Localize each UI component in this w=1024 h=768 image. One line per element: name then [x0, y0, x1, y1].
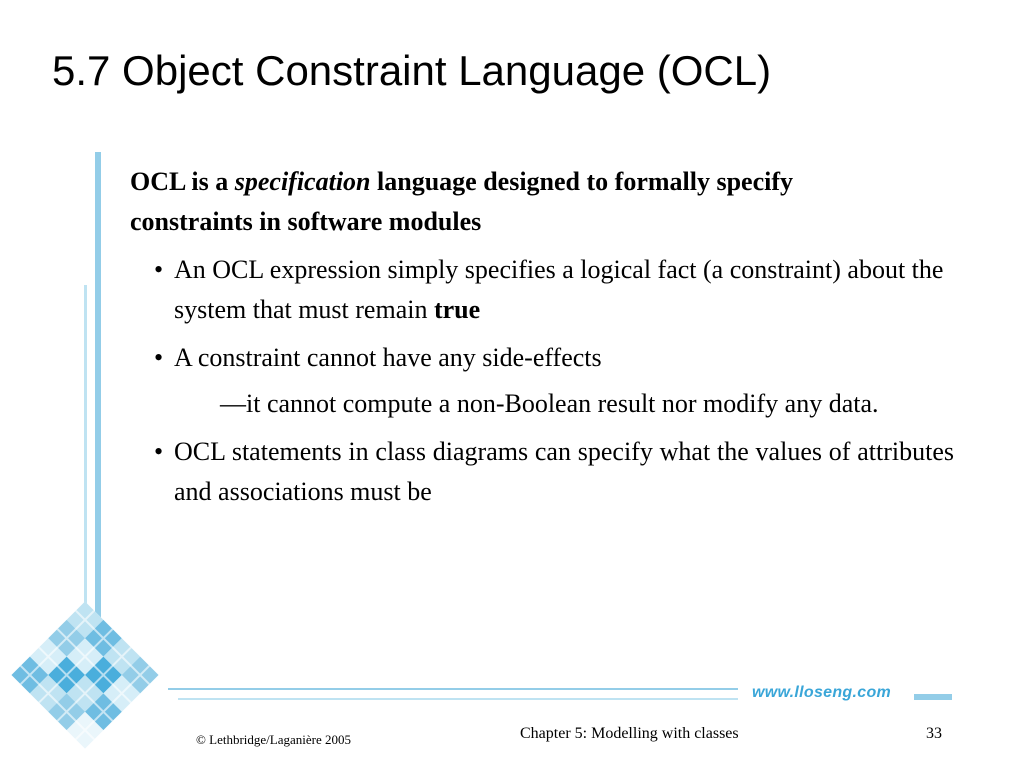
site-logo: www.lloseng.com — [752, 684, 892, 701]
bullet-bold-text: true — [433, 295, 481, 324]
bullet-text: A constraint cannot have any side-effects — [174, 343, 602, 372]
intro-statement — [130, 162, 900, 242]
copyright-notice: © Lethbridge/Laganière 2005 — [196, 732, 351, 747]
slide-title: 5.7 Object Constraint Language (OCL) — [52, 47, 772, 94]
bullet-text: An OCL expression simply specifies a logical fact (a constraint) about the system that must remain — [174, 255, 944, 324]
bullet-marker: • — [154, 437, 164, 466]
page-number: 33 — [926, 725, 942, 742]
intro-emphasis: specification — [234, 167, 371, 196]
chapter-label: Chapter 5: Modelling with classes — [520, 725, 739, 742]
footer-rule-end — [914, 694, 952, 700]
intro-suffix: language designed to formally specify constraints in software modules — [130, 167, 794, 236]
footer-rule-light — [178, 698, 738, 700]
bullet-marker: • — [154, 343, 164, 372]
sub-bullet-text: it cannot compute a non-Boolean result nor modify any data. — [246, 389, 879, 418]
bullet-marker: • — [154, 255, 164, 284]
bullet-text: OCL statements in class diagrams can specify what the values of attributes and associations must be — [174, 437, 954, 506]
sub-bullet-marker: — — [220, 389, 246, 418]
bullet-item — [130, 250, 954, 330]
sub-bullet-item — [220, 384, 954, 424]
slide-body — [130, 162, 954, 512]
footer-rule — [168, 688, 738, 690]
bullet-item — [130, 338, 954, 378]
bullet-item — [130, 432, 954, 512]
intro-prefix: OCL is a — [130, 167, 235, 196]
decorative-tile-pattern — [0, 582, 170, 768]
